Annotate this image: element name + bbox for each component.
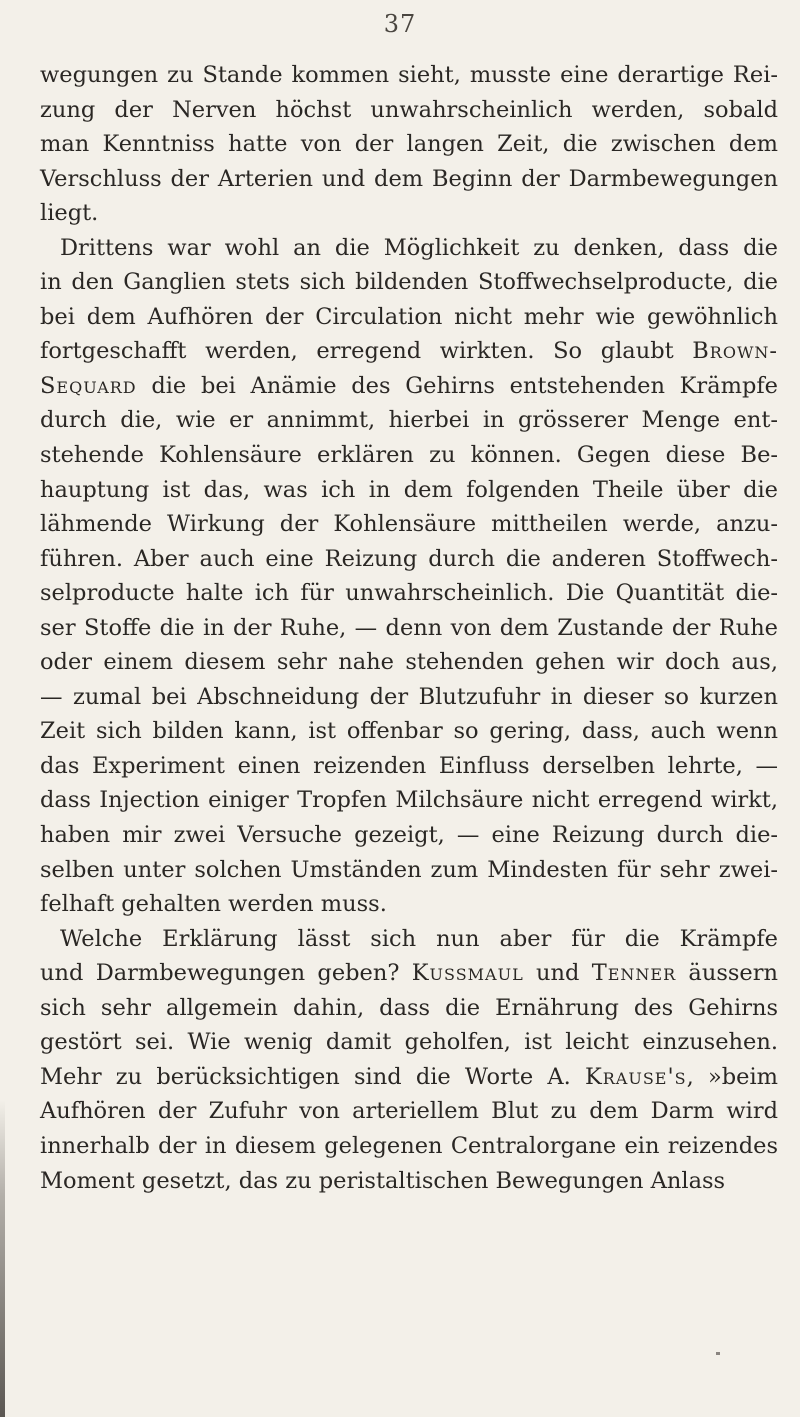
text-line: selben unter solchen Umständen zum Mindesten für sehr zwei- xyxy=(40,856,778,883)
text-line: bei dem Aufhören der Circulation nicht mehr wie gewöhnlich xyxy=(40,303,778,330)
text-line: selproducte halte ich für unwahrscheinlich. Die Quantität die- xyxy=(40,580,778,607)
page-edge-shadow xyxy=(0,1100,5,1417)
text-line: führen. Aber auch eine Reizung durch die anderen Stoffwech- xyxy=(40,545,778,572)
text-line: liegt. xyxy=(40,200,99,227)
text-line: dass Injection einiger Tropfen Milchsäure nicht erregend wirkt, xyxy=(40,787,778,814)
page-number: 37 xyxy=(383,10,417,38)
text-line: Welche Erklärung lässt sich nun aber für die Krämpfe xyxy=(60,925,778,952)
text-line: durch die, wie er annimmt, hierbei in grösserer Menge ent- xyxy=(40,407,778,434)
text-line: man Kenntniss hatte von der langen Zeit, die zwischen dem xyxy=(40,131,778,158)
text-line: haben mir zwei Versuche gezeigt, — eine Reizung durch die- xyxy=(40,822,778,849)
text-line: Aufhören der Zufuhr von arteriellem Blut zu dem Darm wird xyxy=(40,1098,778,1125)
text-line: sich sehr allgemein dahin, dass die Ernährung des Gehirns xyxy=(40,994,778,1021)
text-line: fortgeschafft werden, erregend wirkten. So glaubt Brown- xyxy=(40,338,778,365)
text-line: Sequard die bei Anämie des Gehirns entstehenden Krämpfe xyxy=(40,372,778,399)
ink-speck xyxy=(716,1352,720,1355)
text-line: ser Stoffe die in der Ruhe, — denn von dem Zustande der Ruhe xyxy=(40,614,778,641)
text-line: stehende Kohlensäure erklären zu können. Gegen diese Be- xyxy=(40,442,778,469)
text-line: Verschluss der Arterien und dem Beginn der Darmbewegungen xyxy=(40,165,778,192)
text-line: hauptung ist das, was ich in dem folgenden Theile über die xyxy=(40,476,778,503)
text-line: innerhalb der in diesem gelegenen Centralorgane ein reizendes xyxy=(40,1132,778,1159)
text-line: wegungen zu Stande kommen sieht, musste eine derartige Rei- xyxy=(40,62,778,88)
text-line: das Experiment einen reizenden Einfluss derselben lehrte, — xyxy=(40,752,778,779)
text-line: und Darmbewegungen geben? Kussmaul und Tenner äussern xyxy=(40,960,778,987)
text-line: Moment gesetzt, das zu peristaltischen Bewegungen Anlass xyxy=(40,1167,726,1194)
text-line: Drittens war wohl an die Möglichkeit zu denken, dass die xyxy=(60,234,778,261)
text-line: lähmende Wirkung der Kohlensäure mittheilen werde, anzu- xyxy=(40,511,778,538)
text-line: gestört sei. Wie wenig damit geholfen, ist leicht einzusehen. xyxy=(40,1029,778,1056)
text-line: Zeit sich bilden kann, ist offenbar so gering, dass, auch wenn xyxy=(40,718,778,745)
text-line: Mehr zu berücksichtigen sind die Worte A. Krause's, »beim xyxy=(40,1063,778,1090)
text-line: — zumal bei Abschneidung der Blutzufuhr in dieser so kurzen xyxy=(40,683,778,710)
text-line: in den Ganglien stets sich bildenden Stoffwechselproducte, die xyxy=(40,269,778,296)
text-line: oder einem diesem sehr nahe stehenden gehen wir doch aus, xyxy=(40,649,778,676)
body-text xyxy=(40,58,778,1198)
text-line: felhaft gehalten werden muss. xyxy=(40,891,387,918)
text-line: zung der Nerven höchst unwahrscheinlich werden, sobald xyxy=(40,96,778,123)
